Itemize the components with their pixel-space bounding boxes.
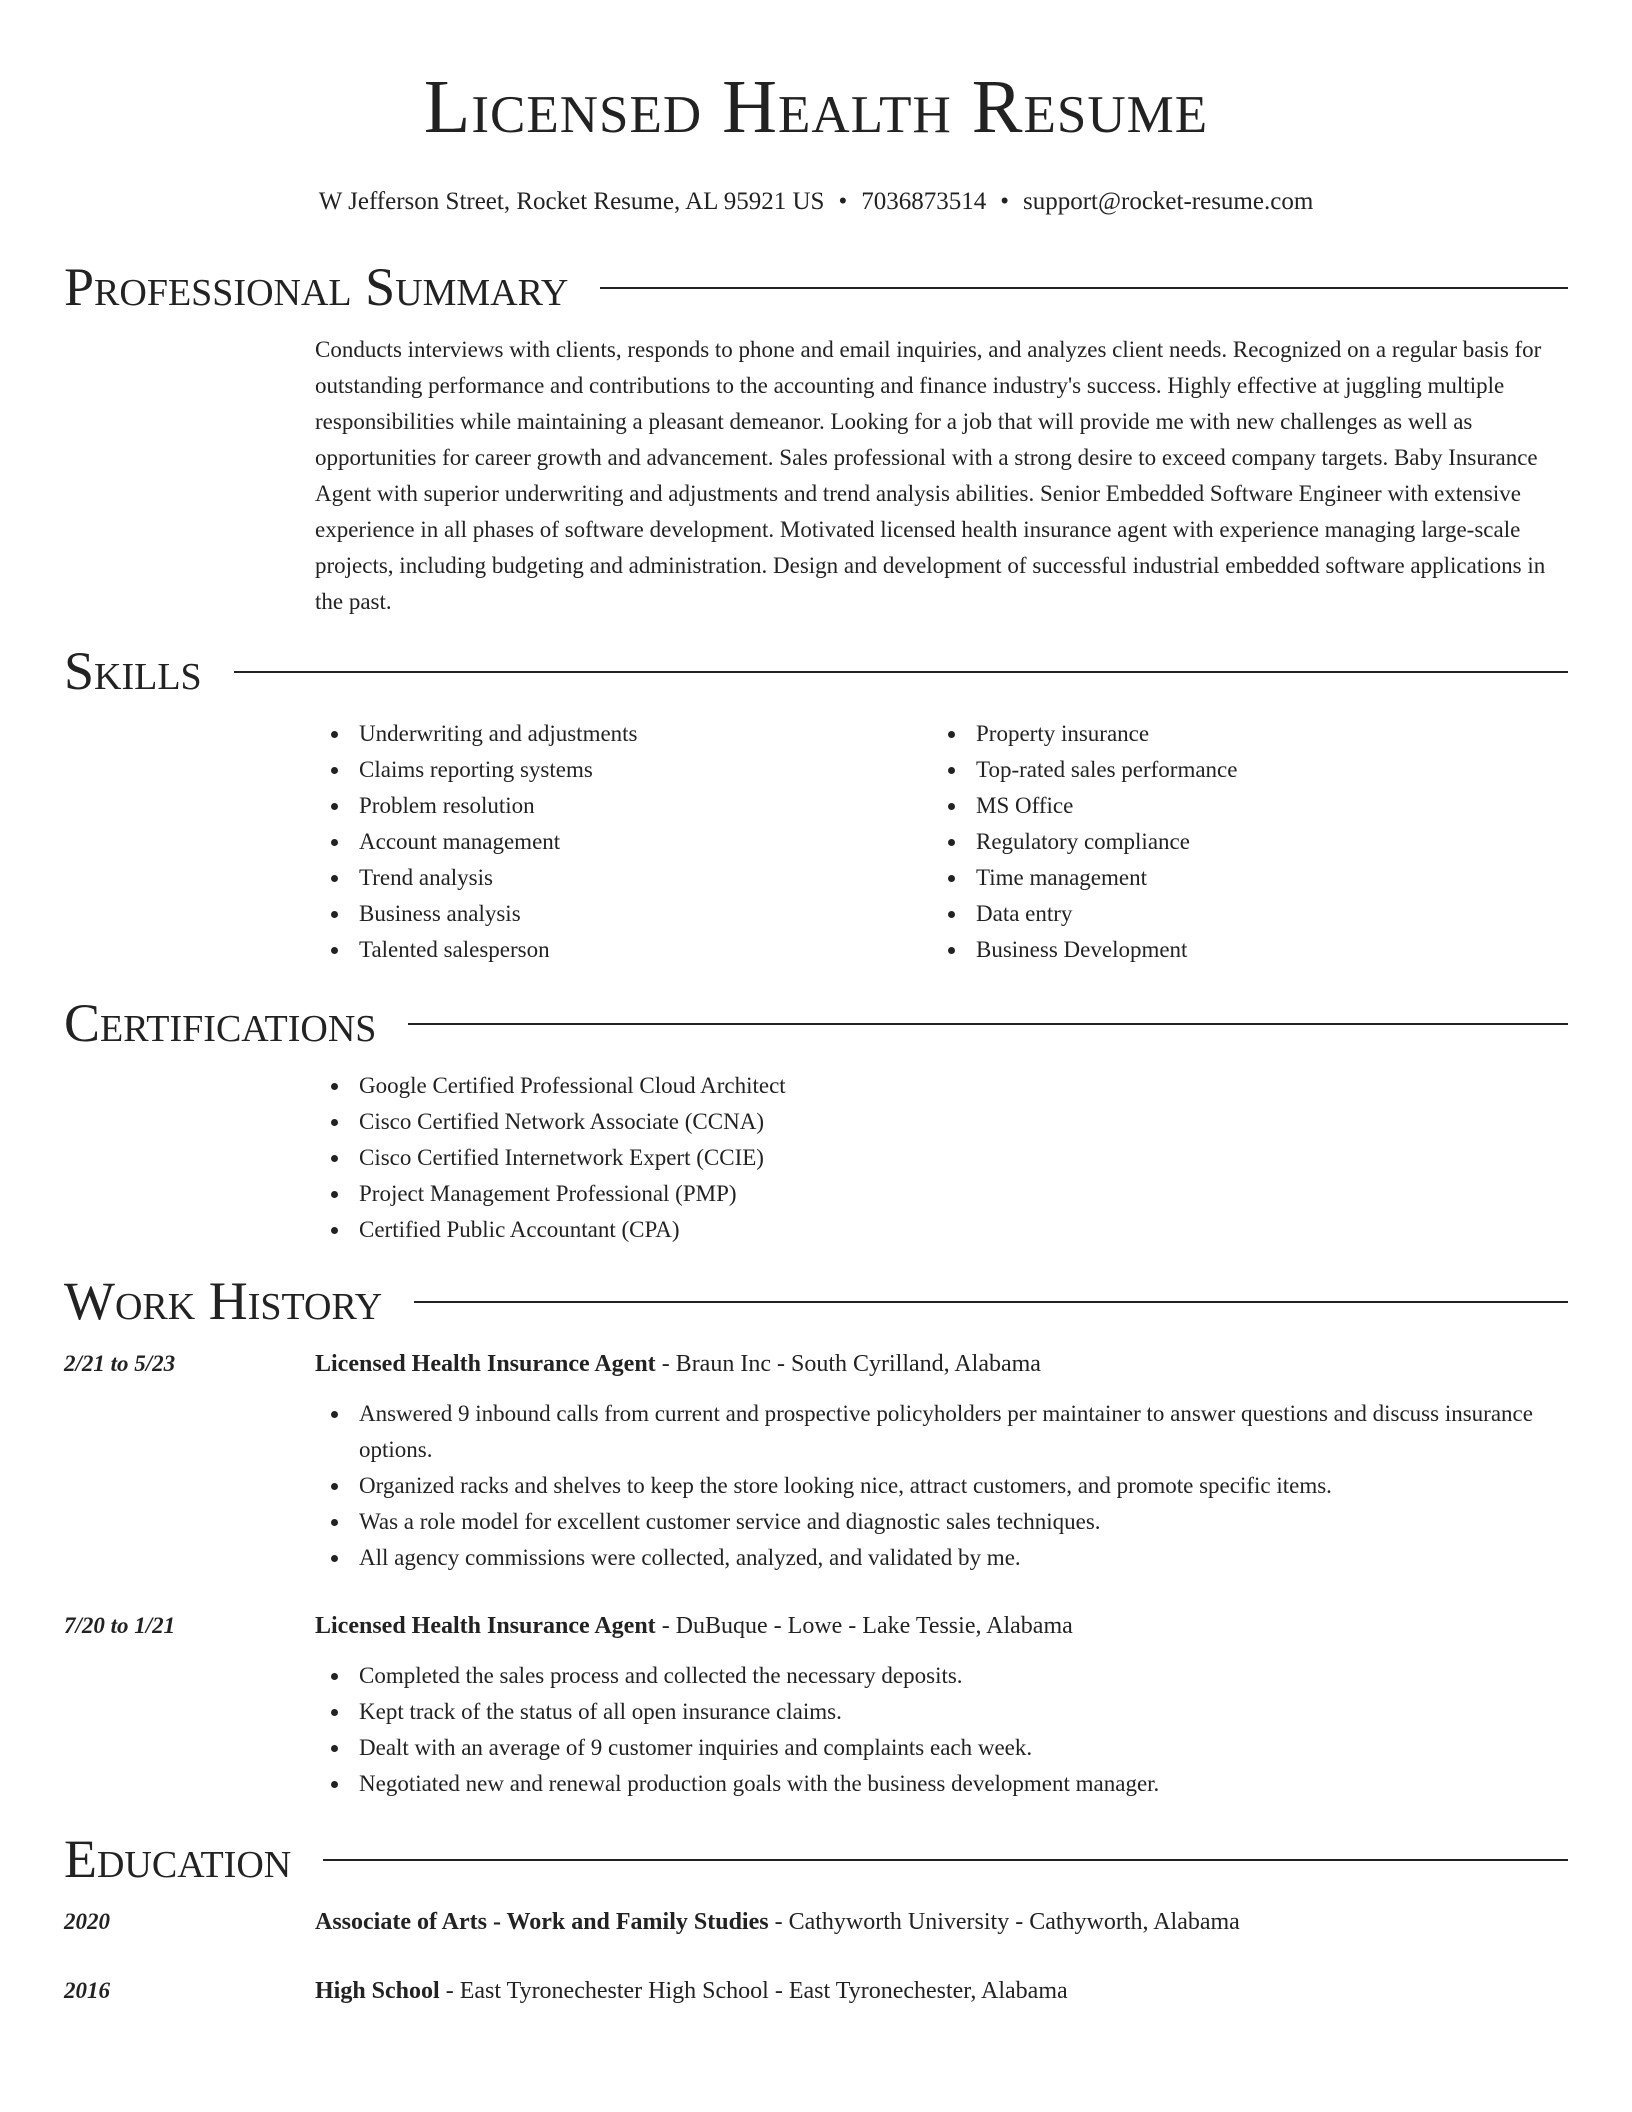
skills-left-list (315, 716, 932, 968)
skills-right-list (932, 716, 1549, 968)
job-title: Licensed Health Insurance Agent (315, 1613, 656, 1639)
education-entry (64, 1904, 1568, 1940)
resume-title: Licensed Health Resume (423, 65, 1209, 149)
skills-heading: Skills (64, 641, 202, 701)
education-details: - Cathyworth University - Cathyworth, Alabama (768, 1909, 1240, 1935)
summary-heading: Professional Summary (64, 257, 569, 317)
certification-item: Project Management Professional (PMP) (315, 1176, 1568, 1212)
resume-page (64, 0, 1568, 2009)
skill-item: Claims reporting systems (315, 752, 932, 788)
certifications-header (64, 992, 1568, 1054)
job-bullet: Negotiated new and renewal production goals with the business development manager. (315, 1766, 1568, 1802)
education-line (315, 1904, 1240, 1940)
contact-line (64, 186, 1568, 218)
job-header (64, 1608, 1568, 1644)
certifications-list (315, 1068, 1568, 1248)
job-bullets (315, 1658, 1568, 1802)
skill-item: Problem resolution (315, 788, 932, 824)
skill-item: Top-rated sales performance (932, 752, 1549, 788)
contact-separator: • (838, 188, 848, 215)
skills-grid (315, 716, 1568, 968)
skill-item: Account management (315, 824, 932, 860)
skill-item: Data entry (932, 896, 1549, 932)
job-details: - Braun Inc - South Cyrilland, Alabama (655, 1351, 1041, 1377)
work-history-header (64, 1270, 1568, 1332)
education-year: 2020 (64, 1909, 110, 1934)
job-entry (64, 1608, 1568, 1802)
certification-item: Google Certified Professional Cloud Architect (315, 1068, 1568, 1104)
section-divider (323, 1859, 1568, 1861)
skill-item: Business analysis (315, 896, 932, 932)
certifications-heading: Certifications (64, 993, 377, 1053)
education-section (64, 1828, 1568, 2009)
job-bullet: Organized racks and shelves to keep the store looking nice, attract customers, and promote specific items. (315, 1468, 1568, 1504)
certification-item: Cisco Certified Internetwork Expert (CCIE) (315, 1140, 1568, 1176)
contact-address: W Jefferson Street, Rocket Resume, AL 95921 US (318, 188, 825, 215)
skill-item: Business Development (932, 932, 1549, 968)
job-bullet: Dealt with an average of 9 customer inquiries and complaints each week. (315, 1730, 1568, 1766)
job-title-line (315, 1346, 1041, 1382)
certification-item: Cisco Certified Network Associate (CCNA) (315, 1104, 1568, 1140)
education-heading: Education (64, 1829, 292, 1889)
job-header (64, 1346, 1568, 1382)
education-entry (64, 1973, 1568, 2009)
education-degree: High School (315, 1978, 440, 2004)
section-divider (600, 287, 1568, 289)
job-title: Licensed Health Insurance Agent (315, 1351, 656, 1377)
job-bullet: Was a role model for excellent customer service and diagnostic sales techniques. (315, 1504, 1568, 1540)
skill-item: Property insurance (932, 716, 1549, 752)
education-line (315, 1973, 1068, 2009)
contact-phone: 7036873514 (861, 188, 987, 215)
skill-item: Trend analysis (315, 860, 932, 896)
section-divider (234, 671, 1568, 673)
skill-item: MS Office (932, 788, 1549, 824)
contact-separator: • (1000, 188, 1009, 215)
job-bullet: Answered 9 inbound calls from current and prospective policyholders per maintainer to answer questions and discuss insurance options. (315, 1396, 1568, 1468)
job-title-line (315, 1608, 1073, 1644)
work-history-section (64, 1270, 1568, 1802)
education-details: - East Tyronechester High School - East Tyronechester, Alabama (439, 1978, 1068, 2004)
summary-section (64, 256, 1568, 620)
work-history-heading: Work History (64, 1271, 383, 1331)
skills-section (64, 640, 1568, 968)
education-degree: Associate of Arts - Work and Family Studies (315, 1909, 769, 1935)
education-header (64, 1828, 1568, 1890)
skill-item: Regulatory compliance (932, 824, 1549, 860)
certifications-section (64, 992, 1568, 1248)
contact-email: support@rocket-resume.com (1022, 188, 1314, 215)
skill-item: Talented salesperson (315, 932, 932, 968)
job-dates: 2/21 to 5/23 (64, 1351, 176, 1376)
section-divider (408, 1023, 1568, 1025)
job-bullet: Kept track of the status of all open insurance claims. (315, 1694, 1568, 1730)
job-dates: 7/20 to 1/21 (64, 1613, 176, 1638)
job-bullet: Completed the sales process and collected the necessary deposits. (315, 1658, 1568, 1694)
education-year: 2016 (64, 1978, 110, 2003)
skills-header (64, 640, 1568, 702)
job-entry (64, 1346, 1568, 1576)
job-bullet: All agency commissions were collected, analyzed, and validated by me. (315, 1540, 1568, 1576)
certification-item: Certified Public Accountant (CPA) (315, 1212, 1568, 1248)
job-bullets (315, 1396, 1568, 1576)
section-divider (414, 1301, 1568, 1303)
summary-text: Conducts interviews with clients, responds to phone and email inquiries, and analyzes client needs. Recognized on a regular basis for outstanding performance and contributions to the accounting and finance industry's success. Highly effective at juggling multiple responsibilities while maintaining a pleasant demeanor. Looking for a job that will provide me with new challenges as well as opportunities for career growth and advancement. Sales professional with a strong desire to exceed company targets. Baby Insurance Agent with superior underwriting and adjustments and trend analysis abilities. Senior Embedded Software Engineer with extensive experience in all phases of software development. Motivated licensed health insurance agent with experience managing large-scale projects, including budgeting and administration. Design and development of successful industrial embedded software applications in the past. (315, 337, 1546, 614)
job-details: - DuBuque - Lowe - Lake Tessie, Alabama (655, 1613, 1073, 1639)
summary-header (64, 256, 1568, 318)
skill-item: Underwriting and adjustments (315, 716, 932, 752)
skill-item: Time management (932, 860, 1549, 896)
